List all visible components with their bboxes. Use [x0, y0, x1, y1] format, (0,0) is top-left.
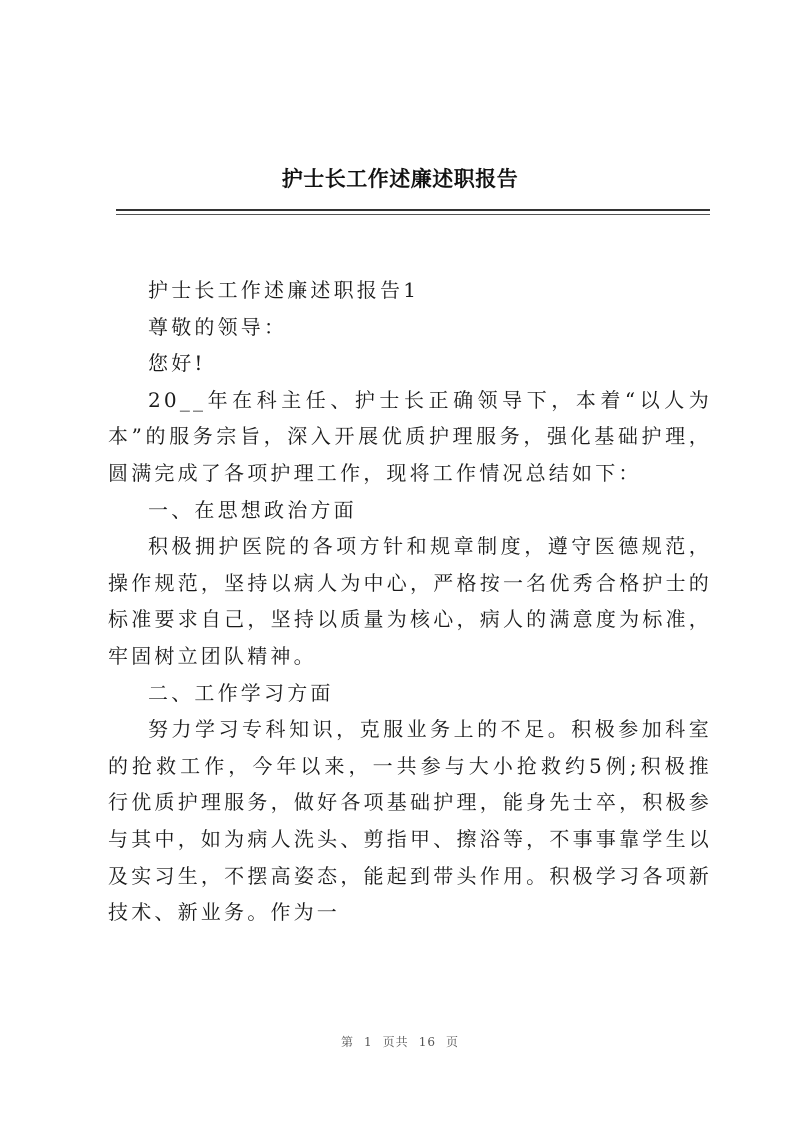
footer-page-number: 1	[364, 1035, 373, 1049]
greeting: 您好!	[148, 351, 206, 376]
politics-paragraph: 积极拥护医院的各项方针和规章制度，遵守医德规范，操作规范，坚持以病人为中心，严格按一名优秀合格护士的标准要求自己，坚持以质量为核心，病人的满意度为标准，牢固树立团队精神。	[108, 534, 712, 668]
page-footer	[0, 1033, 800, 1050]
document-body	[108, 272, 712, 931]
document-title: 护士长工作述廉述职报告	[281, 167, 519, 191]
subheading-politics: 一、在思想政治方面	[148, 497, 357, 522]
salutation: 尊敬的领导：	[148, 314, 288, 339]
title-underline	[116, 209, 710, 211]
subheading-work-study: 二、工作学习方面	[148, 680, 334, 705]
work-study-paragraph: 努力学习专科知识，克服业务上的不足。积极参加科室的抢救工作，今年以来，一共参与大小抢救约5例;积极推行优质护理服务，做好各项基础护理，能身先士卒，积极参与其中，如为病人洗头、剪指甲、擦浴等，不事事靠学生以及实习生，不摆高姿态，能起到带头作用。积极学习各项新技术、新业务。作为一	[108, 717, 712, 925]
footer-suffix: 页	[445, 1035, 459, 1049]
title-underline-thin	[116, 214, 710, 215]
intro-paragraph: 20__年在科主任、护士长正确领导下，本着“以人为本”的服务宗旨，深入开展优质护理服务，强化基础护理，圆满完成了各项护理工作，现将工作情况总结如下：	[108, 387, 712, 485]
footer-middle: 页共	[382, 1035, 409, 1049]
section-heading: 护士长工作述廉述职报告1	[148, 278, 420, 302]
footer-total-pages: 16	[418, 1035, 436, 1049]
footer-prefix: 第	[341, 1035, 355, 1049]
